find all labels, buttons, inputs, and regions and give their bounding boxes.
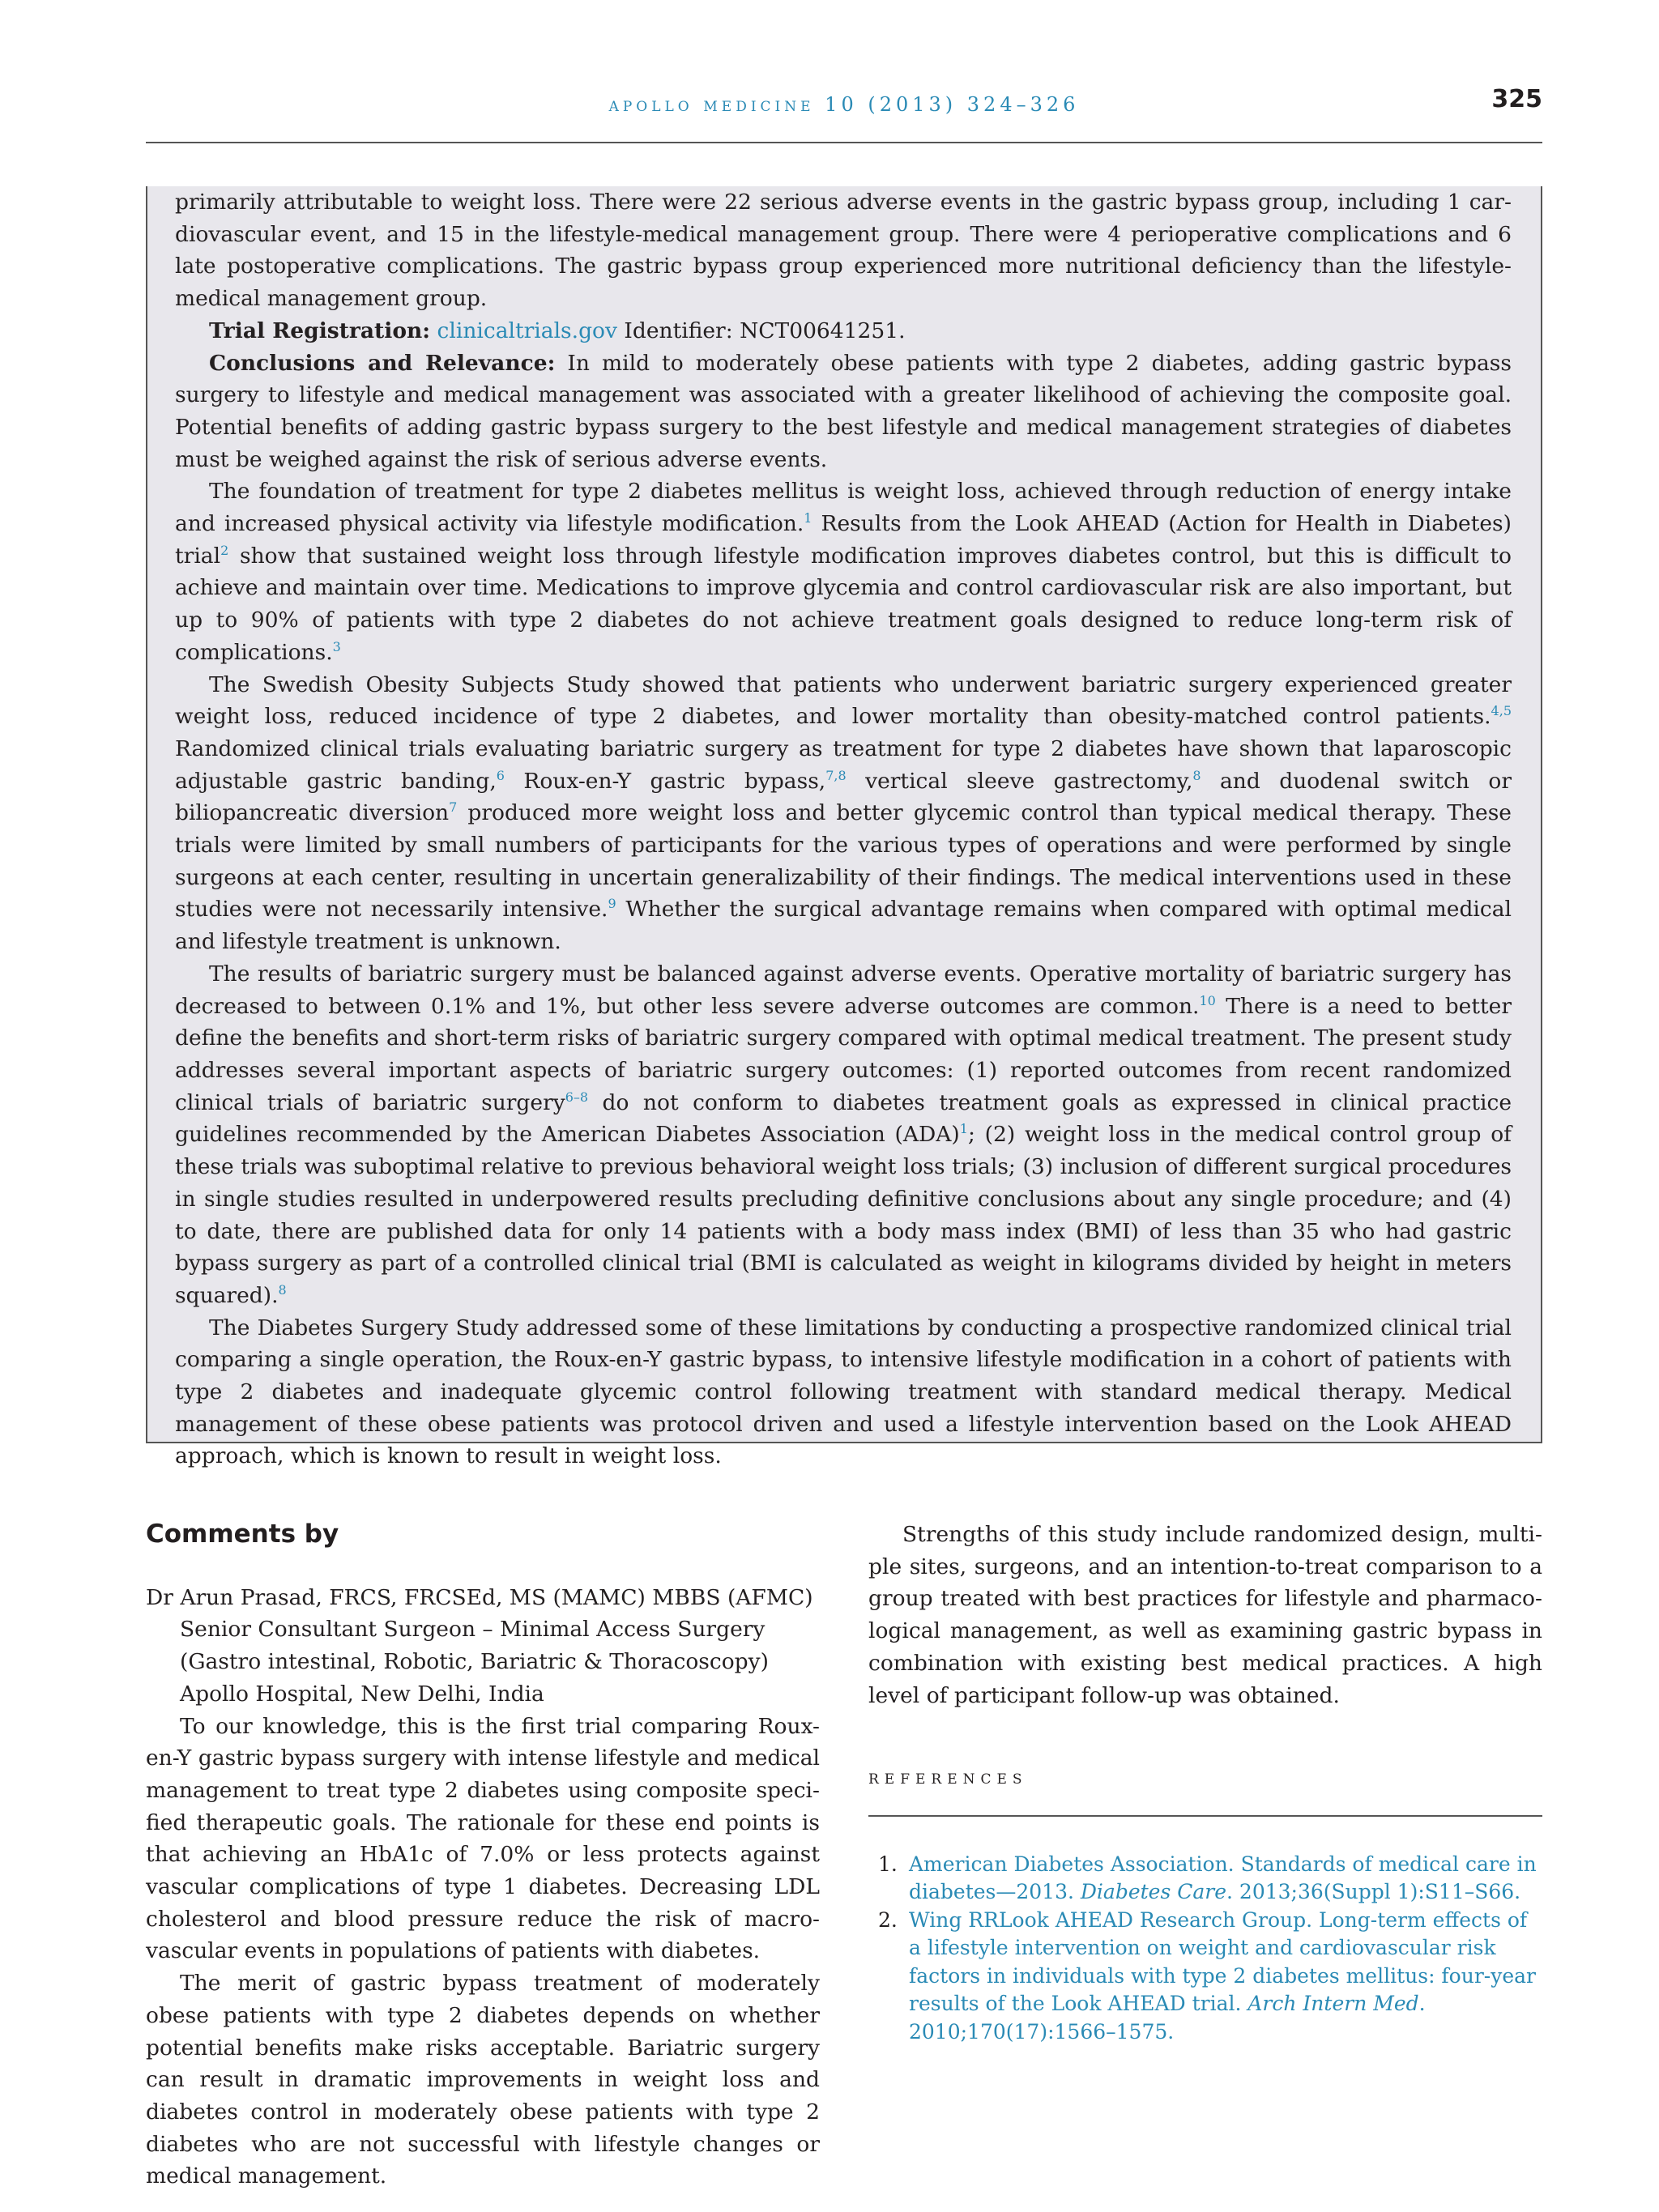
author-affiliation: Apollo Hospital, New Delhi, India <box>180 1681 544 1707</box>
body-paragraph-adverse-events: The results of bariatric surgery must be balanced against adverse events. Operative mortality of bariatric surgery has decreased to between 0.1% and 1%, but other less severe adverse outcomes are common.$^{10}$ There is a need to better define the benefits and short-term risks of bariatric surgery compared with optimal medical treatment. The present study addresses several important aspects of bariatric surgery outcomes: (1) reported outcomes from recent randomized clinical trials of bariatric surgery$^{6-8}$ do not conform to diabetes treatment goals as expressed in clinical practice guidelines recommended by the American Diabetes Association (ADA)$^1$; (2) weight loss in the medical control group of these trials was suboptimal relative to previous behavioral weight loss trials; (3) inclusion of different surgical procedures in single studies resulted in underpowered results precluding definitive conclusions about any single procedure; and (4) to date, there are published data for only 14 patients with a body mass index (BMI) of less than 35 who had gastric bypass surgery as part of a controlled clinical trial (BMI is calculated as weight in kilograms divided by height in meters squared).$^8$ <box>175 961 1512 1308</box>
body-paragraph-foundation: The foundation of treatment for type 2 diabetes mellitus is weight loss, achieved through reduction of energy intake and increased physical activity via lifestyle modification.$^1$ Results from the Look AHEAD (Action for Health in Diabetes) trial$^2$ show that sustained weight loss through lifestyle modification improves diabetes control, but this is difficult to achieve and maintain over time. Medications to improve glycemia and control cardiovascular risk are also important, but up to 90% of patients with type 2 diabetes do not achieve treatment goals designed to reduce long-term risk of complications.$^3$ <box>175 479 1512 665</box>
body-paragraph-diabetes-surgery-study: The Diabetes Surgery Study addressed some of these limitations by conducting a prospective randomized clinical trial comparing a single operation, the Roux-en-Y gastric bypass, to intensive lifestyle modification in a cohort of patients with type 2 diabetes and inadequate glycemic control following treatment with standard medical therapy. Medical management of these obese patients was protocol driven and used a lifestyle intervention based on the Look AHEAD approach, which is known to result in weight loss. <box>175 1315 1512 1469</box>
journal-running-head: apollo medicine 10 (2013) 324–326 <box>608 93 1080 116</box>
abstract-box <box>146 186 1542 1469</box>
abstract-results-continued: primarily attributable to weight loss. There were 22 serious adverse events in the gastric bypass group, including 1 cardiovascular event, and 15 in the lifestyle-medical management group. There were 4 perioperative complications and 6 late postoperative complications. The gastric bypass group experienced more nutritional deficiency than the lifestyle-medical management group. <box>175 190 1512 312</box>
citation-link[interactable]: 8 <box>1192 767 1201 783</box>
conclusions-label: Conclusions and Relevance: <box>209 350 556 376</box>
page-number: 325 <box>1491 85 1542 113</box>
trial-registration: Trial Registration: clinicaltrials.gov Identifier: NCT00641251. <box>209 318 906 343</box>
citation-link[interactable]: 7,8 <box>825 767 847 783</box>
citation-link[interactable]: 10 <box>1199 992 1216 1008</box>
author-block <box>146 1582 820 1711</box>
citation-link[interactable]: 6 <box>496 767 505 783</box>
citation-link[interactable]: 1 <box>804 510 812 526</box>
references-divider <box>868 1815 1542 1817</box>
reference-number: 2. <box>878 1907 898 1932</box>
citation-link[interactable]: 4,5 <box>1491 703 1512 719</box>
author-specialty: (Gastro intestinal, Robotic, Bariatric & Thoracoscopy) <box>180 1649 769 1675</box>
header-divider <box>146 142 1542 143</box>
citation-link[interactable]: 7 <box>449 799 458 816</box>
comments-column-left <box>146 1519 820 2193</box>
trial-registration-label: Trial Registration: <box>209 318 431 343</box>
reference-list <box>868 1851 1542 2047</box>
references-heading: references <box>868 1766 1028 1789</box>
reference-text: American Diabetes Association. Standards of medical care in diabetes—2013. Diabetes Care. 2013;36(Suppl 1):S11–S66. <box>909 1852 1537 1904</box>
reference-item[interactable] <box>868 1851 1542 1907</box>
citation-link[interactable]: 1 <box>959 1121 968 1137</box>
reference-number: 1. <box>878 1852 898 1876</box>
comments-title: Comments by <box>146 1519 339 1549</box>
clinicaltrials-link[interactable]: clinicaltrials.gov <box>437 318 617 343</box>
page-header <box>146 85 1542 126</box>
comment-paragraph-2: The merit of gastric bypass treatment of moderately obese patients with type 2 diabetes depends on whether potential benefits make risks acceptable. Bariatric surgery can result in dramatic improvements in weight loss and diabetes control in moderately obese patients with type 2 diabetes who are not successful with lifestyle changes or medical management. <box>146 1971 820 2189</box>
citation-link[interactable]: 8 <box>278 1282 287 1298</box>
author-position: Senior Consultant Surgeon – Minimal Access Surgery <box>180 1617 766 1643</box>
reference-item[interactable] <box>868 1907 1542 2047</box>
body-paragraph-swedish-study: The Swedish Obesity Subjects Study showed that patients who underwent bariatric surgery experienced greater weight loss, reduced incidence of type 2 diabetes, and lower mortality than obesity-matched control patients.$^{4,5}$ Randomized clinical trials evaluating bariatric surgery as treatment for type 2 diabetes have shown that laparoscopic adjustable gastric banding,$^6$ Roux-en-Y gastric bypass,$^{7,8}$ vertical sleeve gastrectomy,$^8$ and duodenal switch or biliopancreatic diversion$^7$ produced more weight loss and better glycemic control than typical medical therapy. These trials were limited by small numbers of participants for the various types of operations and were performed by single surgeons at each center, resulting in uncertain generalizability of their findings. The medical interventions used in these studies were not necessarily intensive.$^9$ Whether the surgical advantage remains when compared with optimal medical and lifestyle treatment is unknown. <box>175 671 1512 955</box>
reference-text: Wing RRLook AHEAD Research Group. Long-term effects of a lifestyle intervention on weight and cardiovascular risk factors in individuals with type 2 diabetes mellitus: four-year results of the Look AHEAD trial. Arch Intern Med. 2010;170(17):1566–1575. <box>909 1907 1537 2044</box>
citation-link[interactable]: 3 <box>332 639 341 655</box>
citation-link[interactable]: 2 <box>220 542 229 558</box>
citation-link[interactable]: 6–8 <box>565 1089 589 1105</box>
comment-paragraph-1: To our knowledge, this is the first trial comparing Roux-en-Y gastric bypass surgery with intense lifestyle and medical management to treat type 2 diabetes using composite specified therapeutic goals. The rationale for these end points is that achieving an HbA1c of 7.0% or less protects against vascular complications of type 1 diabetes. Decreasing LDL cholesterol and blood pressure reduce the risk of macrovascular events in populations of patients with diabetes. <box>146 1713 820 1964</box>
author-name: Dr Arun Prasad, FRCS, FRCSEd, MS (MAMC) MBBS (AFMC) <box>146 1584 813 1610</box>
citation-link[interactable]: 9 <box>608 896 616 912</box>
comments-column-right <box>868 1519 1542 2046</box>
comment-paragraph-3: Strengths of this study include randomized design, multiple sites, surgeons, and an intention-to-treat comparison to a group treated with best practices for lifestyle and pharmacological management, as well as examining gastric bypass in combination with existing best medical practices. A high level of participant follow-up was obtained. <box>868 1522 1542 1708</box>
conclusions-paragraph: Conclusions and Relevance: In mild to moderately obese patients with type 2 diabetes, adding gastric bypass surgery to lifestyle and medical management was associated with a greater likelihood of achieving the composite goal. Potential benefits of adding gastric bypass surgery to the best lifestyle and medical management strategies of diabetes must be weighed against the risk of serious adverse events. <box>175 350 1512 472</box>
